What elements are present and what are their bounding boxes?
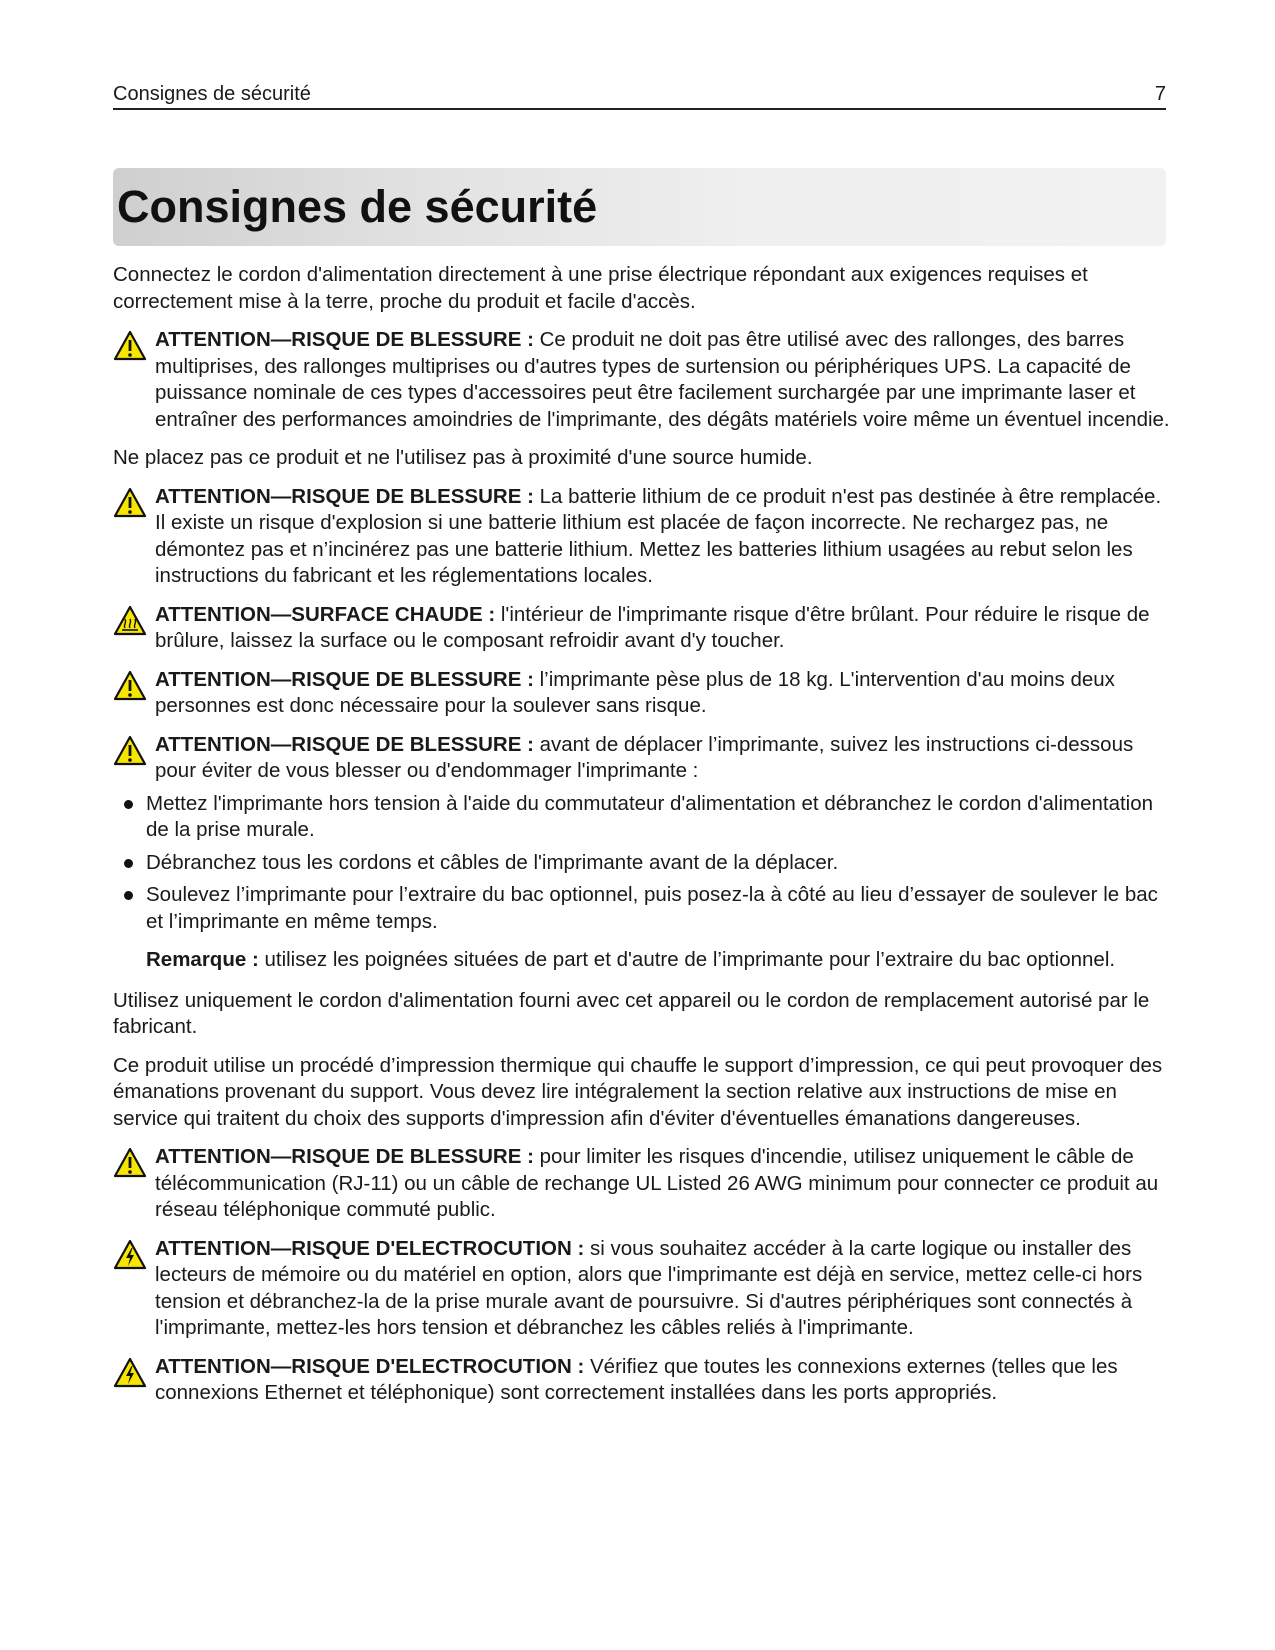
caution-label: ATTENTION—RISQUE D'ELECTROCUTION : [155,1236,585,1260]
header-section-title: Consignes de sécurité [113,83,311,105]
caution-label: ATTENTION—RISQUE DE BLESSURE : [155,328,534,351]
humidity-paragraph: Ne placez pas ce produit et ne l'utilisez pas à proximité d'une source humide. [113,446,813,469]
caution-text: Ce produit ne doit pas être utilisé avec des rallonges, des barres multiprises, des rallonges multiprises ou d'autres types de surtension ou périphériques UPS. La capacité de puissance nominale de ces types d'accessoires peut être facilement surchargée par une imprimante laser et entraîner des performances amoindries de l'imprimante, des dégâts matériels voire même un éventuel incendie. [155,328,1170,431]
electric-shock-icon [113,1236,155,1342]
warning-triangle-icon [113,327,155,433]
warning-triangle-icon [113,667,155,720]
list-item: Mettez l'imprimante hors tension à l'aide du commutateur d'alimentation et débranchez le cordon d'alimentation de la prise murale. [113,791,1175,844]
warning-triangle-icon [113,732,155,785]
document-body [113,262,1175,1419]
caution-block [113,1354,1175,1407]
note-text: utilisez les poignées situées de part et d'autre de l’imprimante pour l’extraire du bac optionnel. [258,948,1116,971]
hot-surface-icon [113,602,155,655]
caution-block [113,667,1175,720]
list-item: Débranchez tous les cordons et câbles de l'imprimante avant de la déplacer. [113,850,1175,877]
caution-label: ATTENTION—RISQUE DE BLESSURE : [155,667,534,691]
caution-text: pour limiter les risques d'incendie, utilisez uniquement le câble de télécommunication (RJ-11) ou un câble de rechange UL Listed 26 AWG minimum pour connecter ce produit au réseau téléphonique commuté public. [155,1145,1159,1221]
note-label: Remarque : [146,948,259,971]
caution-text: La batterie lithium de ce produit n'est pas destinée à être remplacée. Il existe un risque d'explosion si une batterie lithium est placée de façon incorrecte. Ne rechargez pas, ne démontez pas et n’incinérez pas une batterie lithium. Mettez les batteries lithium usagées au rebut selon les instructions du fabricant et les réglementations locales. [155,484,1162,587]
caution-block [113,484,1175,590]
title-band [113,168,1166,246]
running-header [113,80,1166,110]
intro-paragraph: Connectez le cordon d'alimentation directement à une prise électrique répondant aux exigences requises et correctement mise à la terre, proche du produit et facile d'accès. [113,263,1088,313]
bullet-list [113,791,1175,936]
thermal-paragraph: Ce produit utilise un procédé d’impression thermique qui chauffe le support d’impression, ce qui peut provoquer des émanations provenant du support. Vous devez lire intégralement la section relative aux instructions de mise en service qui traitent du choix des supports d'impression afin d'éviter d'éventuelles émanations dangereuses. [113,1053,1163,1130]
page-number: 7 [1154,83,1166,105]
caution-text: l'intérieur de l'imprimante risque d'être brûlant. Pour réduire le risque de brûlure, laissez la surface ou le composant refroidir avant d'y toucher. [155,602,1150,652]
page-title: Consignes de sécurité [117,181,598,232]
note-paragraph [113,947,1175,974]
caution-label: ATTENTION—RISQUE DE BLESSURE : [155,484,534,508]
caution-block [113,732,1175,785]
caution-label: ATTENTION—SURFACE CHAUDE : [155,602,496,626]
caution-text: l’imprimante pèse plus de 18 kg. L'intervention d'au moins deux personnes est donc nécessaire pour la soulever sans risque. [155,667,1115,717]
electric-shock-icon [113,1354,155,1407]
warning-triangle-icon [113,484,155,590]
caution-label: ATTENTION—RISQUE D'ELECTROCUTION : [155,1354,585,1378]
caution-block [113,602,1175,655]
power-cord-paragraph: Utilisez uniquement le cordon d'alimentation fourni avec cet appareil ou le cordon de remplacement autorisé par le fabricant. [113,988,1150,1038]
caution-text: si vous souhaitez accéder à la carte logique ou installer des lecteurs de mémoire ou du matériel en option, alors que l'imprimante est déjà en service, mettez celle-ci hors tension et débranchez-la de la prise murale avant de poursuivre. Si d'autres périphériques sont connectés à l'imprimante, mettez-les hors tension et débranchez les câbles reliés à l'imprimante. [155,1236,1143,1339]
list-item: Soulevez l’imprimante pour l’extraire du bac optionnel, puis posez-la à côté au lieu d’essayer de soulever le bac et l’imprimante en même temps. [113,882,1175,935]
caution-text: Vérifiez que toutes les connexions externes (telles que les connexions Ethernet et téléphonique) sont correctement installées dans les ports appropriés. [155,1354,1118,1404]
caution-block [113,1144,1175,1224]
warning-triangle-icon [113,1144,155,1224]
caution-label: ATTENTION—RISQUE DE BLESSURE : [155,1145,534,1168]
caution-block [113,1236,1175,1342]
caution-block [113,327,1175,433]
caution-label: ATTENTION—RISQUE DE BLESSURE : [155,732,534,756]
caution-text: avant de déplacer l’imprimante, suivez les instructions ci-dessous pour éviter de vous blesser ou d'endommager l'imprimante : [155,732,1134,782]
